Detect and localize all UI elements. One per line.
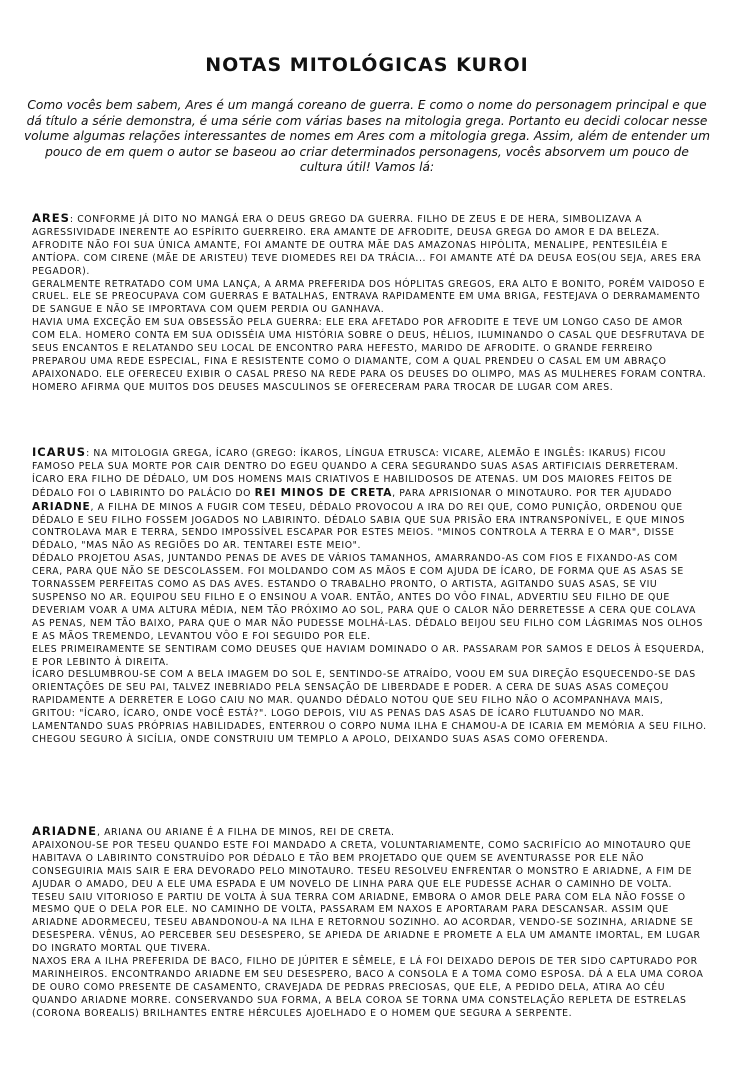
section-ares [32,212,708,395]
ares-text-1: : CONFORME JÁ DITO NO MANGÁ ERA O DEUS GREGO DA GUERRA. FILHO DE ZEUS E DE HERA, SIMBOLIZAVA A AGRESSIVIDADE INERENTE AO ESPÍRITO GUERREIRO. ERA AMANTE DE AFRODITE, DEUSA GREGA DO AMOR E DA BELEZA. AFRODITE NÃO FOI SUA ÚNICA AMANTE, FOI AMANTE DE OUTRA MÃE DAS AMAZONAS HIPÓLITA, MENALIPE, PENTESILÉIA E ANTÍOPA. COM CIRENE (MÃE DE ARISTEU) TEVE DIOMEDES REI DA TRÁCIA... FOI AMANTE ATÉ DA DEUSA EOS(OU SEJA, ARES ERA PEGADOR). [32,214,702,277]
icarus-paragraph-2 [32,474,708,553]
icarus-emphasis-minos: REI MINOS DE CRETA [254,486,393,499]
icarus-text-2a: ÍCARO ERA FILHO DE DÉDALO, UM DOS HOMENS MAIS CRIATIVOS E HABILIDOSOS DE ATENAS. UM DOS MAIORES FEITOS DE DÉDALO FOI O LABIRINTO DO PALÁCIO DO [32,473,673,499]
ares-heading: ARES [32,211,70,225]
icarus-text-2b: , PARA APRISIONAR O MINOTAURO. POR TER AJUDADO [392,487,673,499]
icarus-paragraph-1 [32,446,708,474]
section-ariadne [32,825,708,1021]
ariadne-paragraph-2: APAIXONOU-SE POR TESEU QUANDO ESTE FOI MANDADO A CRETA, VOLUNTARIAMENTE, COMO SACRIFÍCIO AO MINOTAURO QUE HABITAVA O LABIRINTO CONSTRUÍDO POR DÉDALO E TÃO BEM PROJETADO QUE QUEM SE AVENTURASSE POR ELE NÃO CONSEGUIRIA MAIS SAIR E ERA DEVORADO PELO MINOTAURO. TESEU RESOLVEU ENFRENTAR O MONSTRO E ARIADNE, A FIM DE AJUDAR O AMADO, DEU A ELE UMA ESPADA E UM NOVELO DE LINHA PARA QUE ELE PUDESSE ACHAR O CAMINHO DE VOLTA. TESEU SAIU VITORIOSO E PARTIU DE VOLTA À SUA TERRA COM ARIADNE, EMBORA O AMOR DELE PARA COM ELA NÃO FOSSE O MESMO QUE O DELA POR ELE. NO CAMINHO DE VOLTA, PASSARAM EM NAXOS E APORTARAM PARA DESCANSAR. ASSIM QUE ARIADNE ADORMECEU, TESEU ABANDONOU-A NA ILHA E RETORNOU SOZINHO. AO ACORDAR, VENDO-SE SOZINHA, ARIADNE SE DESESPERA. VÊNUS, AO PERCEBER SEU DESESPERO, SE APIEDA DE ARIADNE E PROMETE A ELA UM AMANTE IMORTAL, EM LUGAR DO INGRATO MORTAL QUE TIVERA. [32,839,701,955]
ares-paragraph-3: HAVIA UMA EXCEÇÃO EM SUA OBSESSÃO PELA GUERRA: ELE ERA AFETADO POR AFRODITE E TEVE UM LONGO CASO DE AMOR COM ELA. HOMERO CONTA EM SUA ODISSÉIA UMA HISTÓRIA SOBRE O DEUS, HÉLIOS, ILUMINANDO O CASAL QUE DESFRUTAVA DE SEUS ENCANTOS E RELATANDO SEU LOCAL DE ENCONTRO PARA HEFESTO, MARIDO DE AFRODITE. O GRANDE FERREIRO PREPAROU UMA REDE ESPECIAL, FINA E RESISTENTE COMO O DIAMANTE, COM A QUAL PRENDEU O CASAL EM UM ABRAÇO APAIXONADO. ELE OFERECEU EXIBIR O CASAL PRESO NA REDE PARA OS DEUSES DO OLIMPO, MAS AS MULHERES FORAM CONTRA. HOMERO AFIRMA QUE MUITOS DOS DEUSES MASCULINOS SE OFERECERAM PARA TROCAR DE LUGAR COM ARES. [32,317,707,393]
ariadne-heading: ARIADNE [32,824,97,838]
icarus-paragraph-5: ÍCARO DESLUMBROU-SE COM A BELA IMAGEM DO SOL E, SENTINDO-SE ATRAÍDO, VOOU EM SUA DIREÇÃO ESQUECENDO-SE DAS ORIENTAÇÕES DE SEU PAI, TALVEZ INEBRIADO PELA SENSAÇÃO DE LIBERDADE E PODER. A CERA DE SUAS ASAS COMEÇOU RAPIDAMENTE A DERRETER E LOGO CAIU NO MAR. QUANDO DÉDALO NOTOU QUE SEU FILHO NÃO O ACOMPANHAVA MAIS, GRITOU: "ÍCARO, ÍCARO, ONDE VOCÊ ESTÁ?". LOGO DEPOIS, VIU AS PENAS DAS ASAS DE ÍCARO FLUTUANDO NO MAR. LAMENTANDO SUAS PRÓPRIAS HABILIDADES, ENTERROU O CORPO NUMA ILHA E CHAMOU-A DE ICARIA EM MEMÓRIA A SEU FILHO. CHEGOU SEGURO À SICÍLIA, ONDE CONSTRUIU UM TEMPLO A APOLO, DEIXANDO SUAS ASAS COMO OFERENDA. [32,669,707,745]
page-title: NOTAS MITOLÓGICAS KUROI [205,54,529,76]
icarus-text-2c: , A FILHA DE MINOS A FUGIR COM TESEU, DÉDALO PROVOCOU A IRA DO REI QUE, COMO PUNIÇÃO, ORDENOU QUE DÉDALO E SEU FILHO FOSSEM JOGADOS NO LABIRINTO. DÉDALO SABIA QUE SUA PRISÃO ERA INTRANSPONÍVEL, E QUE MINOS CONTROLAVA MAR E TERRA, SENDO IMPOSSÍVEL ESCAPAR POR ESTES MEIOS. "MINOS CONTROLA A TERRA E O MAR", DISSE DÉDALO, "MAS NÃO AS REGIÕES DO AR. TENTAREI ESTE MEIO". [32,501,685,552]
intro-paragraph: Como vocês bem sabem, Ares é um mangá coreano de guerra. E como o nome do personagem principal e que dá título a série demonstra, é uma série com várias bases na mitologia grega. Portanto eu decidi colocar nesse volume algumas relações interessantes de nomes em Ares com a mitologia grega. Assim, além de entender um pouco de em quem o autor se baseou ao criar determinados personagens, vocês absorvem um pouco de cultura útil! Vamos lá: [23,98,711,174]
icarus-text-1: : NA MITOLOGIA GREGA, ÍCARO (GREGO: ÍKAROS, LÍNGUA ETRUSCA: VICARE, ALEMÃO E INGLÊS: IKARUS) FICOU FAMOSO PELA SUA MORTE POR CAIR DENTRO DO EGEU QUANDO A CERA SEGURANDO SUAS ASAS ARTIFICIAIS DERRETERAM. [32,448,679,472]
ares-paragraph-1 [32,212,708,279]
icarus-paragraph-3: DÉDALO PROJETOU ASAS, JUNTANDO PENAS DE AVES DE VÁRIOS TAMANHOS, AMARRANDO-AS COM FIOS E FIXANDO-AS COM CERA, PARA QUE NÃO SE DESCOLASSEM. FOI MOLDANDO COM AS MÃOS E COM AJUDA DE ÍCARO, DE FORMA QUE AS ASAS SE TORNASSEM PERFEITAS COMO AS DAS AVES. ESTANDO O TRABALHO PRONTO, O ARTISTA, AGITANDO SUAS ASAS, SE VIU SUSPENSO NO AR. EQUIPOU SEU FILHO E O ENSINOU A VOAR. ENTÃO, ANTES DO VÔO FINAL, ADVERTIU SEU FILHO DE QUE DEVERIAM VOAR A UMA ALTURA MÉDIA, NEM TÃO PRÓXIMO AO SOL, PARA QUE O CALOR NÃO DERRETESSE A CERA QUE COLAVA AS PENAS, NEM TÃO BAIXO, PARA QUE O MAR NÃO PUDESSE MOLHÁ-LAS. DÉDALO BEIJOU SEU FILHO COM LÁGRIMAS NOS OLHOS E AS MÃOS TREMENDO, LEVANTOU VÔO E FOI SEGUIDO POR ELE. [32,553,704,642]
ares-paragraph-2: GERALMENTE RETRATADO COM UMA LANÇA, A ARMA PREFERIDA DOS HÓPLITAS GREGOS, ERA ALTO E BONITO, PORÉM VAIDOSO E CRUEL. ELE SE PREOCUPAVA COM GUERRAS E BATALHAS, ENTRAVA RAPIDAMENTE EM UMA BRIGA, FESTEJAVA O DERRAMAMENTO DE SANGUE E NÃO SE IMPORTAVA COM QUEM PERDIA OU GANHAVA. [32,278,706,316]
ariadne-text-1: , ARIANA OU ARIANE É A FILHA DE MINOS, REI DE CRETA. [96,827,395,838]
icarus-paragraph-4: ELES PRIMEIRAMENTE SE SENTIRAM COMO DEUSES QUE HAVIAM DOMINADO O AR. PASSARAM POR SAMOS E DELOS À ESQUERDA, E POR LEBINTO À DIREITA. [32,643,705,668]
ariadne-paragraph-3: NAXOS ERA A ILHA PREFERIDA DE BACO, FILHO DE JÚPITER E SÊMELE, E LÁ FOI DEIXADO DEPOIS DE TER SIDO CAPTURADO POR MARINHEIROS. ENCONTRANDO ARIADNE EM SEU DESESPERO, BACO A CONSOLA E A TOMA COMO ESPOSA. DÁ A ELA UMA COROA DE OURO COMO PRESENTE DE CASAMENTO, CRAVEJADA DE PEDRAS PRECIOSAS, QUE ELE, A PEDIDO DELA, ATIRA AO CÉU QUANDO ARIADNE MORRE. CONSERVANDO SUA FORMA, A BELA COROA SE TORNA UMA CONSTELAÇÃO REPLETA DE ESTRELAS (CORONA BOREALIS) BRILHANTES ENTRE HÉRCULES AJOELHADO E O HOMEM QUE SEGURA A SERPENTE. [32,956,704,1019]
icarus-emphasis-ariadne: ARIADNE [32,500,91,513]
section-icarus [32,446,708,747]
icarus-heading: ICARUS [32,445,87,459]
ariadne-paragraph-1 [32,825,708,840]
